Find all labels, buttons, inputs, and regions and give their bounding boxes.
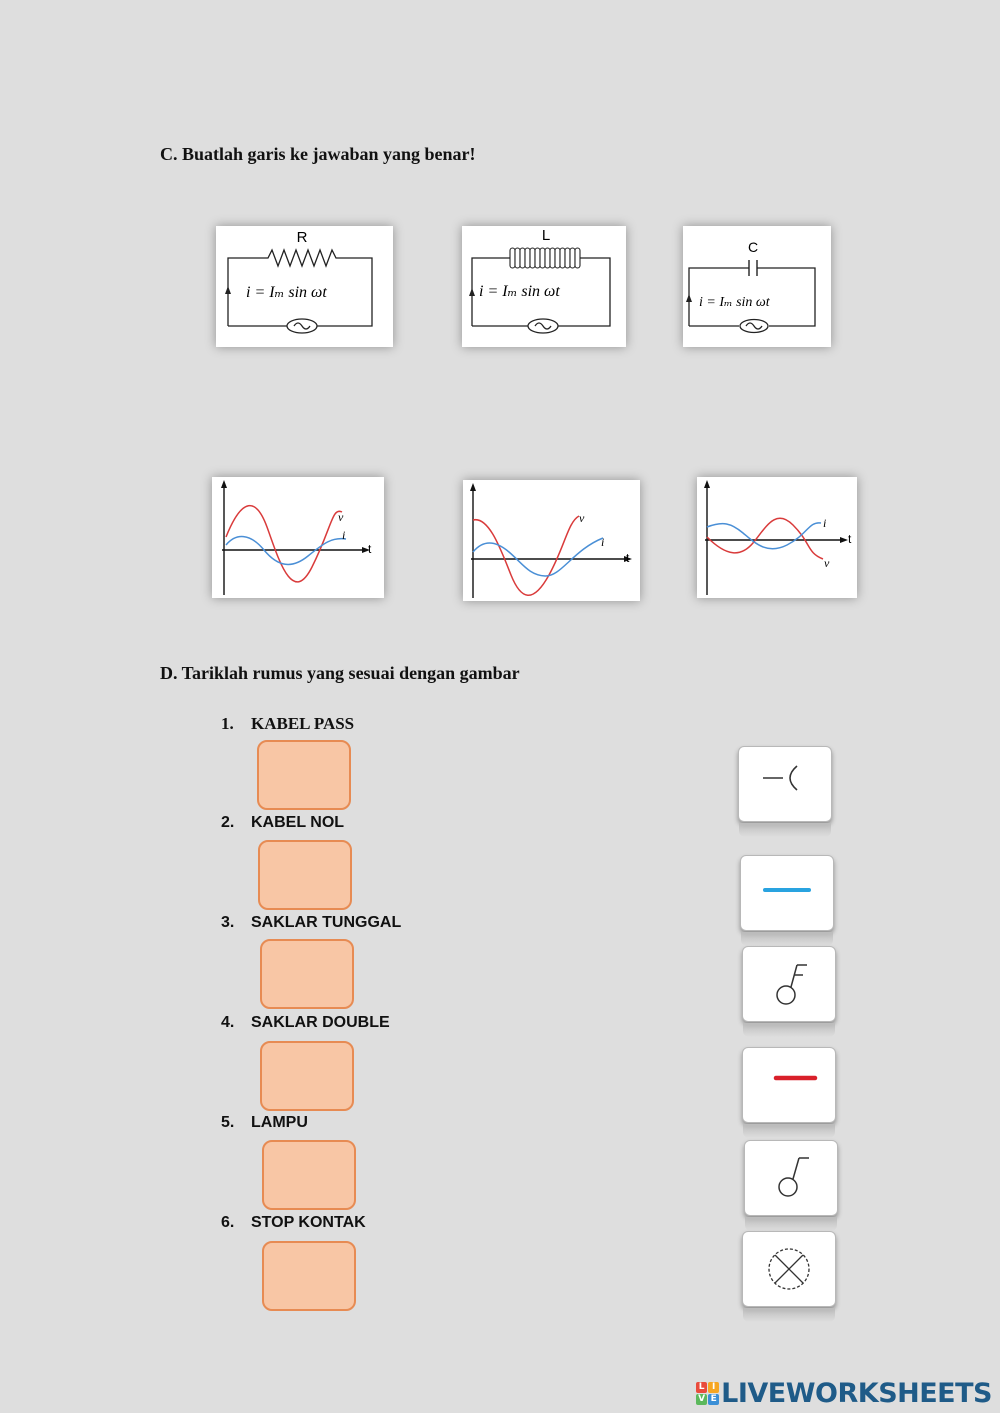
waveform-graph-current-lags[interactable] xyxy=(463,480,640,601)
waveform-graph-current-leads[interactable] xyxy=(697,477,857,598)
voltage-label: v xyxy=(338,510,344,524)
draggable-tile-lamp[interactable] xyxy=(742,1231,836,1307)
waveform-plot xyxy=(212,477,384,598)
item-text: SAKLAR TUNGGAL xyxy=(251,914,402,931)
logo-letter: I xyxy=(708,1382,719,1393)
current-label: i xyxy=(342,528,346,542)
waveform-graph-in-phase[interactable] xyxy=(212,477,384,598)
item-text: LAMPU xyxy=(251,1114,308,1131)
draggable-tile-switch-1[interactable] xyxy=(742,946,836,1022)
draggable-tile-blue-line[interactable] xyxy=(740,855,834,931)
item-text: STOP KONTAK xyxy=(251,1214,366,1231)
capacitor-circuit-diagram xyxy=(683,226,831,347)
item-label-saklar-double xyxy=(221,1014,390,1032)
switch-symbol-icon xyxy=(745,1141,837,1215)
drop-box-2[interactable] xyxy=(258,840,352,910)
component-label: C xyxy=(747,239,759,255)
item-number: 5. xyxy=(221,1114,235,1131)
draggable-tile-socket[interactable] xyxy=(738,746,832,822)
drop-box-1[interactable] xyxy=(257,740,351,810)
circuit-capacitor[interactable] xyxy=(683,226,831,347)
item-label-lampu xyxy=(221,1114,308,1132)
red-line-icon xyxy=(743,1048,835,1122)
drop-box-4[interactable] xyxy=(260,1041,354,1111)
item-number: 1. xyxy=(221,714,234,733)
waveform-plot xyxy=(697,477,857,598)
waveform-plot xyxy=(463,480,640,601)
socket-symbol-icon xyxy=(739,747,831,821)
liveworksheets-logo-icon xyxy=(696,1382,719,1405)
item-number: 2. xyxy=(221,814,235,831)
time-label: t xyxy=(848,532,852,546)
voltage-label: v xyxy=(824,556,830,570)
draggable-tile-switch-2[interactable] xyxy=(744,1140,838,1216)
current-label: i xyxy=(601,535,605,549)
current-label: i xyxy=(823,516,827,530)
item-text: SAKLAR DOUBLE xyxy=(251,1014,390,1031)
current-formula: i = Iₘ sin ωt xyxy=(479,283,560,300)
resistor-circuit-diagram xyxy=(216,226,393,347)
item-number: 3. xyxy=(221,914,235,931)
item-label-kabel-nol xyxy=(221,814,344,832)
section-d-title: D. Tariklah rumus yang sesuai dengan gambar xyxy=(160,663,520,683)
liveworksheets-logo[interactable] xyxy=(696,1376,992,1410)
component-label: R xyxy=(296,229,308,246)
drop-box-3[interactable] xyxy=(260,939,354,1009)
current-formula: i = Iₘ sin ωt xyxy=(246,284,327,301)
circuit-resistor[interactable] xyxy=(216,226,393,347)
section-c-title: C. Buatlah garis ke jawaban yang benar! xyxy=(160,144,476,164)
logo-letter: L xyxy=(696,1382,707,1393)
brand-text: LIVEWORKSHEETS xyxy=(721,1377,992,1409)
logo-letter: V xyxy=(696,1394,707,1405)
logo-letter: E xyxy=(708,1394,719,1405)
item-label-kabel-pass xyxy=(221,714,354,734)
item-number: 6. xyxy=(221,1214,235,1231)
drop-box-5[interactable] xyxy=(262,1140,356,1210)
time-label: t xyxy=(626,551,630,565)
drop-box-6[interactable] xyxy=(262,1241,356,1311)
inductor-circuit-diagram xyxy=(462,226,626,347)
item-text: KABEL PASS xyxy=(251,714,355,733)
circuit-inductor[interactable] xyxy=(462,226,626,347)
blue-line-icon xyxy=(741,856,833,930)
item-label-stop-kontak xyxy=(221,1214,366,1232)
lamp-symbol-icon xyxy=(743,1232,835,1306)
item-number: 4. xyxy=(221,1014,235,1031)
item-label-saklar-tunggal xyxy=(221,914,401,932)
item-text: KABEL NOL xyxy=(251,814,345,831)
component-label: L xyxy=(541,227,551,244)
current-formula: i = Iₘ sin ωt xyxy=(699,295,770,310)
time-label: t xyxy=(368,542,372,556)
switch-symbol-icon xyxy=(743,947,835,1021)
draggable-tile-red-line[interactable] xyxy=(742,1047,836,1123)
voltage-label: v xyxy=(579,511,585,525)
